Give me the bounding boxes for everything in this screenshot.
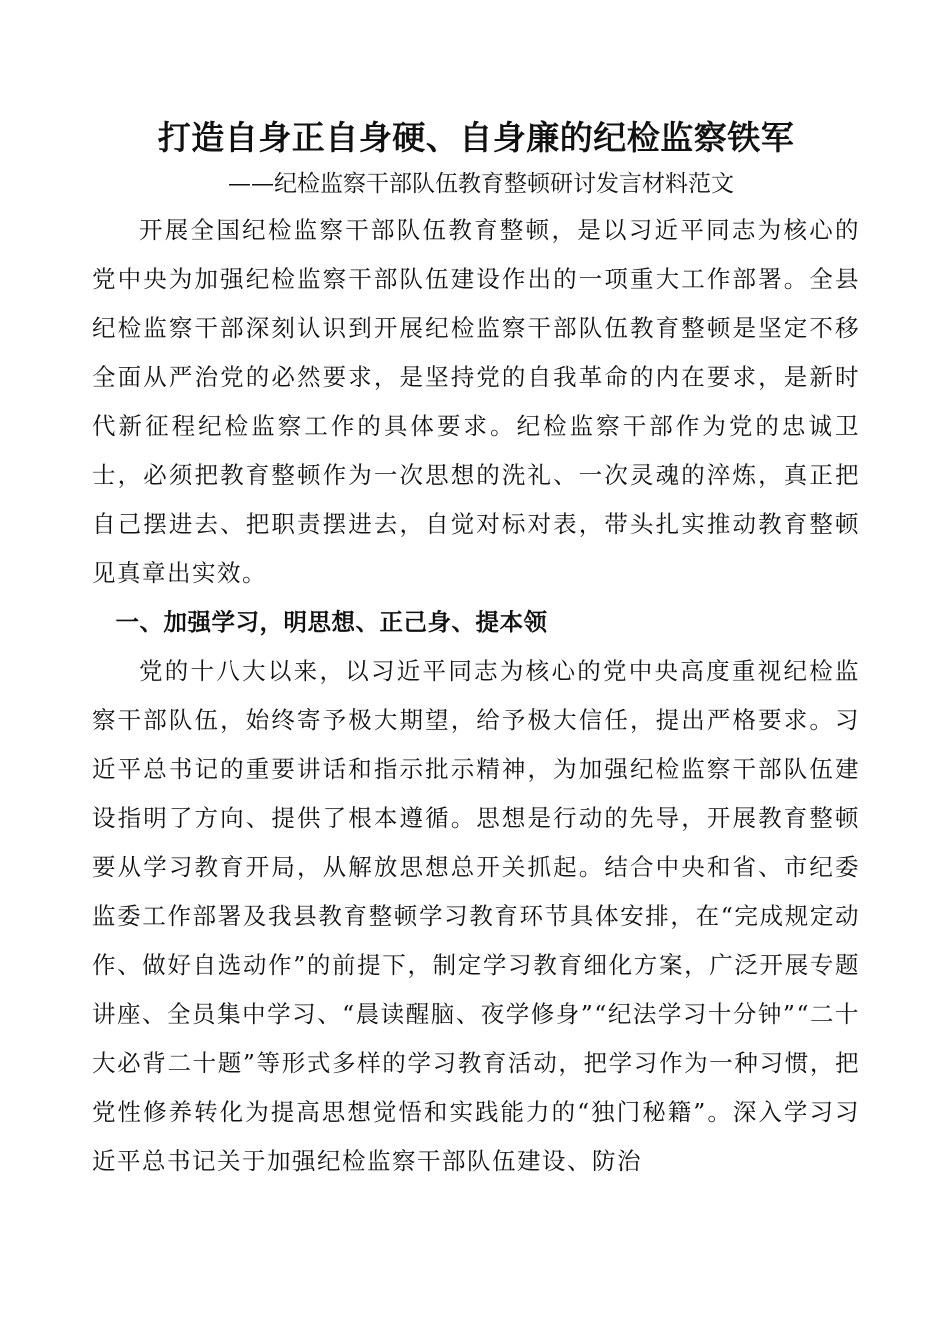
intro-paragraph: 开展全国纪检监察干部队伍教育整顿，是以习近平同志为核心的党中央为加强纪检监察干部队伍建设作出的一项重大工作部署。全县纪检监察干部深刻认识到开展纪检监察干部队伍教育整顿是坚定不移全面从严治党的必然要求，是坚持党的自我革命的内在要求，是新时代新征程纪检监察工作的具体要求。纪检监察干部作为党的忠诚卫士，必须把教育整顿作为一次思想的洗礼、一次灵魂的淬炼，真正把自己摆进去、把职责摆进去，自觉对标对表，带头扎实推动教育整顿见真章出实效。 xyxy=(92,216,860,587)
section-1-paragraph: 党的十八大以来，以习近平同志为核心的党中央高度重视纪检监察干部队伍，始终寄予极大期望，给予极大信任，提出严格要求。习近平总书记的重要讲话和指示批示精神，为加强纪检监察干部队伍建设指明了方向、提供了根本遵循。思想是行动的先导，开展教育整顿要从学习教育开局，从解放思想总开关抓起。结合中央和省、市纪委监委工作部署及我县教育整顿学习教育环节具体安排，在“完成规定动作、做好自选动作”的前提下，制定学习教育细化方案，广泛开展专题讲座、全员集中学习、“晨读醒脑、夜学修身”“纪法学习十分钟”“二十大必背二十题”等形式多样的学习教育活动，把学习作为一种习惯，把党性修养转化为提高思想觉悟和实践能力的“独门秘籍”。深入学习习近平总书记关于加强纪检监察干部队伍建设、防治 xyxy=(92,657,860,1175)
section-heading-1: 一、加强学习，明思想、正己身、提本领 xyxy=(115,608,548,636)
document-subtitle: ——纪检监察干部队伍教育整顿研讨发言材料范文 xyxy=(228,171,734,197)
document-title: 打造自身正自身硬、自身廉的纪检监察铁军 xyxy=(157,118,795,157)
document-page xyxy=(92,112,860,1186)
